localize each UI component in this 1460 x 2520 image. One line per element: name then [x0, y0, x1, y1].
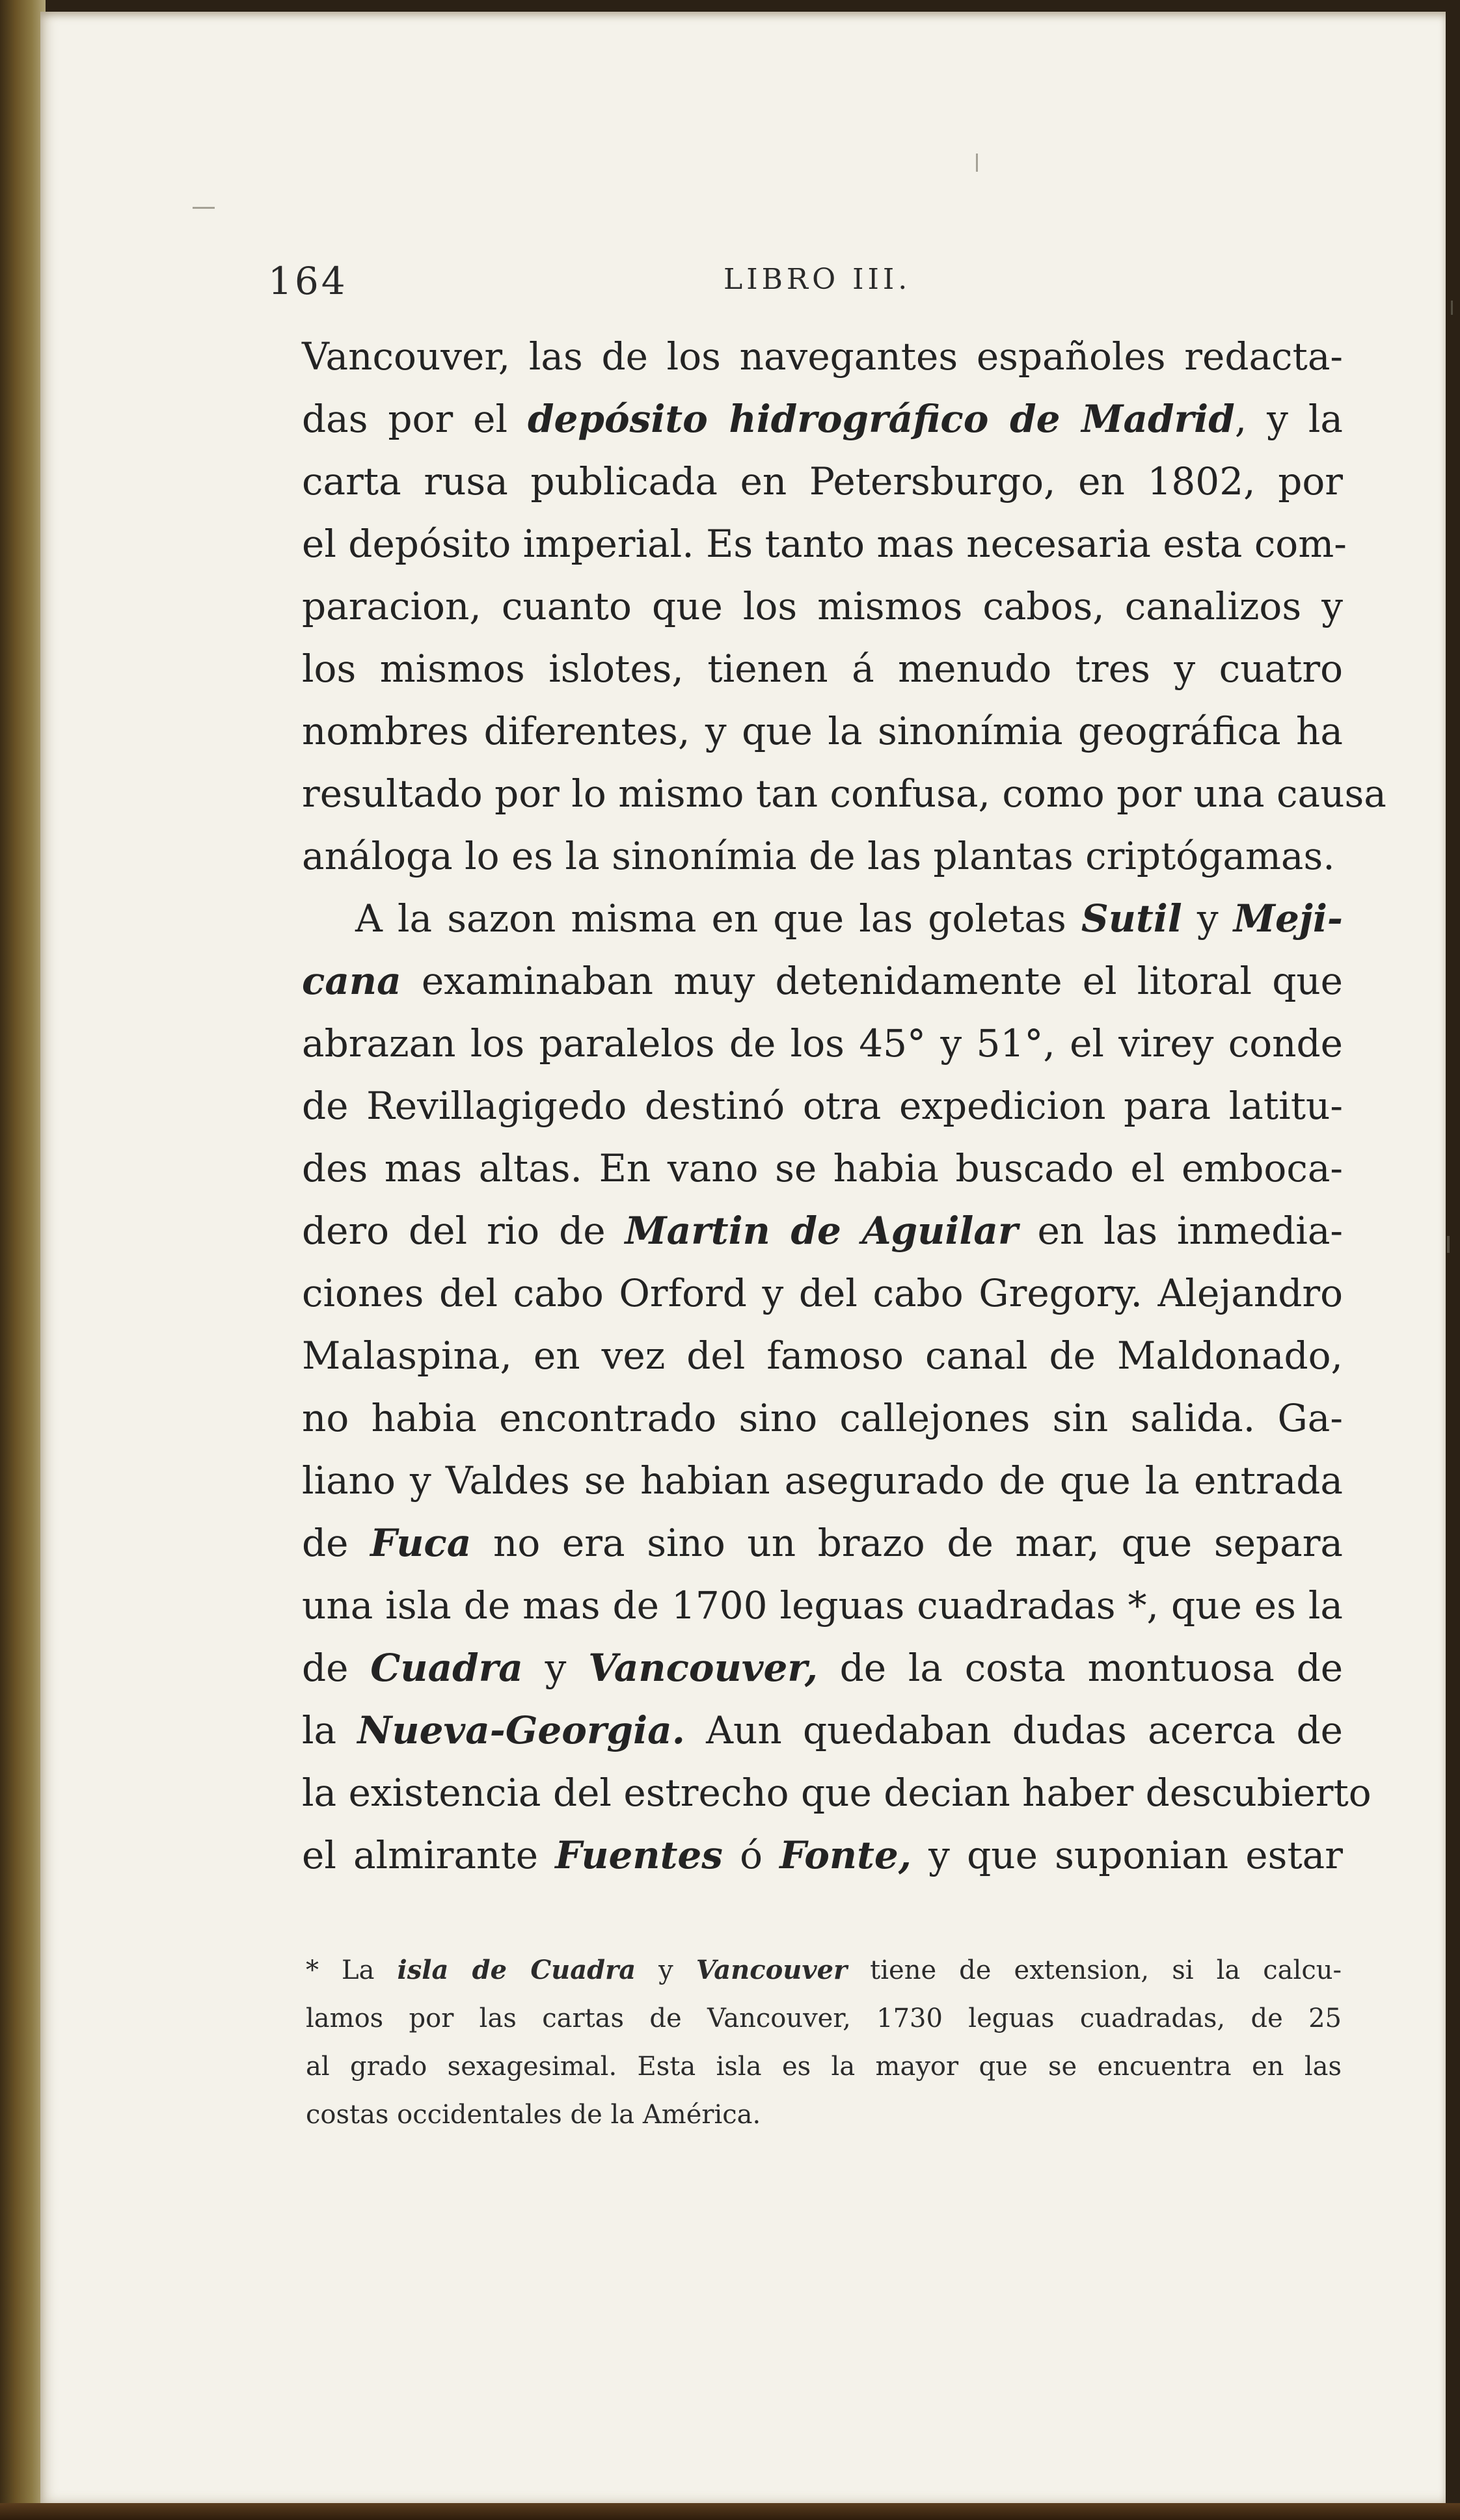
text-line: la Nueva-Georgia. Aun quedaban dudas acerca de	[302, 1708, 1343, 1752]
text-line: resultado por lo mismo tan confusa, como por una causa	[302, 771, 1386, 816]
text-line: el almirante Fuentes ó Fonte, y que suponian estar	[302, 1833, 1343, 1877]
text-line: das por el depósito hidrográfico de Madrid, y la	[302, 397, 1343, 441]
italic-term: Meji-	[1233, 896, 1343, 941]
text-line: Malaspina, en vez del famoso canal de Maldonado,	[302, 1334, 1343, 1378]
text-line: abrazan los paralelos de los 45° y 51°, el virey conde	[302, 1021, 1343, 1066]
running-head: LIBRO III.	[723, 263, 912, 296]
footnote	[306, 1946, 1342, 2139]
text-line: dero del rio de Martin de Aguilar en las inmedia-	[302, 1209, 1343, 1253]
text-line: paracion, cuanto que los mismos cabos, canalizos y	[302, 584, 1343, 628]
text-line: no habia encontrado sino callejones sin salida. Ga-	[302, 1396, 1343, 1440]
footnote-line: al grado sexagesimal. Esta isla es la mayor que se encuentra en las	[306, 2052, 1342, 2082]
text-line: de Revillagigedo destinó otra expedicion para latitu-	[302, 1084, 1343, 1128]
text-line: una isla de mas de 1700 leguas cuadradas *, que es la	[302, 1583, 1343, 1628]
footnote-line: lamos por las cartas de Vancouver, 1730 leguas cuadradas, de 25	[306, 2004, 1342, 2033]
text-line: análoga lo es la sinonímia de las plantas criptógamas.	[302, 834, 1335, 878]
italic-term: Vancouver,	[588, 1646, 818, 1690]
stray-mark	[193, 207, 215, 209]
text-line: de Cuadra y Vancouver, de la costa montuosa de	[302, 1646, 1344, 1690]
italic-term: Martin de Aguilar	[625, 1209, 1018, 1253]
text-line: liano y Valdes se habian asegurado de que la entrada	[302, 1458, 1343, 1503]
text-line: el depósito imperial. Es tanto mas necesaria esta com-	[302, 522, 1347, 566]
text-line: ciones del cabo Orford y del cabo Gregory. Alejandro	[302, 1271, 1343, 1315]
stray-mark	[1451, 301, 1453, 315]
italic-term: Fonte,	[779, 1833, 912, 1877]
text-line: des mas altas. En vano se habia buscado el emboca-	[302, 1146, 1343, 1190]
page-bottom-edge	[0, 2503, 1460, 2520]
text-line: la existencia del estrecho que decian haber descubierto	[302, 1771, 1372, 1815]
body-text	[302, 325, 1386, 1886]
italic-term: cana	[302, 959, 401, 1003]
italic-term: Vancouver	[696, 1955, 848, 1985]
italic-term: Fuca	[370, 1521, 472, 1565]
footnote-line: * La isla de Cuadra y Vancouver tiene de extension, si la calcu-	[306, 1955, 1342, 1985]
text-line: carta rusa publicada en Petersburgo, en 1802, por	[302, 459, 1343, 503]
text-line: los mismos islotes, tienen á menudo tres y cuatro	[302, 647, 1343, 691]
book-spine	[0, 0, 46, 2520]
stray-mark	[976, 154, 978, 172]
italic-term: Nueva-Georgia.	[357, 1708, 685, 1752]
italic-term: isla de Cuadra	[397, 1955, 636, 1985]
text-line: nombres diferentes, y que la sinonímia geográfica ha	[302, 709, 1343, 753]
text-line: Vancouver, las de los navegantes españoles redacta-	[302, 334, 1343, 379]
page-number: 164	[268, 259, 348, 303]
italic-term: depósito hidrográfico de Madrid	[527, 397, 1235, 441]
italic-term: Cuadra	[370, 1646, 523, 1690]
text-line: A la sazon misma en que las goletas Sutil y Meji-	[355, 896, 1343, 941]
text-line: de Fuca no era sino un brazo de mar, que separa	[302, 1521, 1344, 1565]
page-header	[268, 259, 1342, 311]
footnote-line: costas occidentales de la América.	[306, 2100, 761, 2130]
italic-term: Sutil	[1081, 896, 1182, 941]
stray-mark	[1447, 1236, 1450, 1253]
text-line: cana examinaban muy detenidamente el litoral que	[302, 959, 1343, 1003]
italic-term: Fuentes	[555, 1833, 723, 1877]
